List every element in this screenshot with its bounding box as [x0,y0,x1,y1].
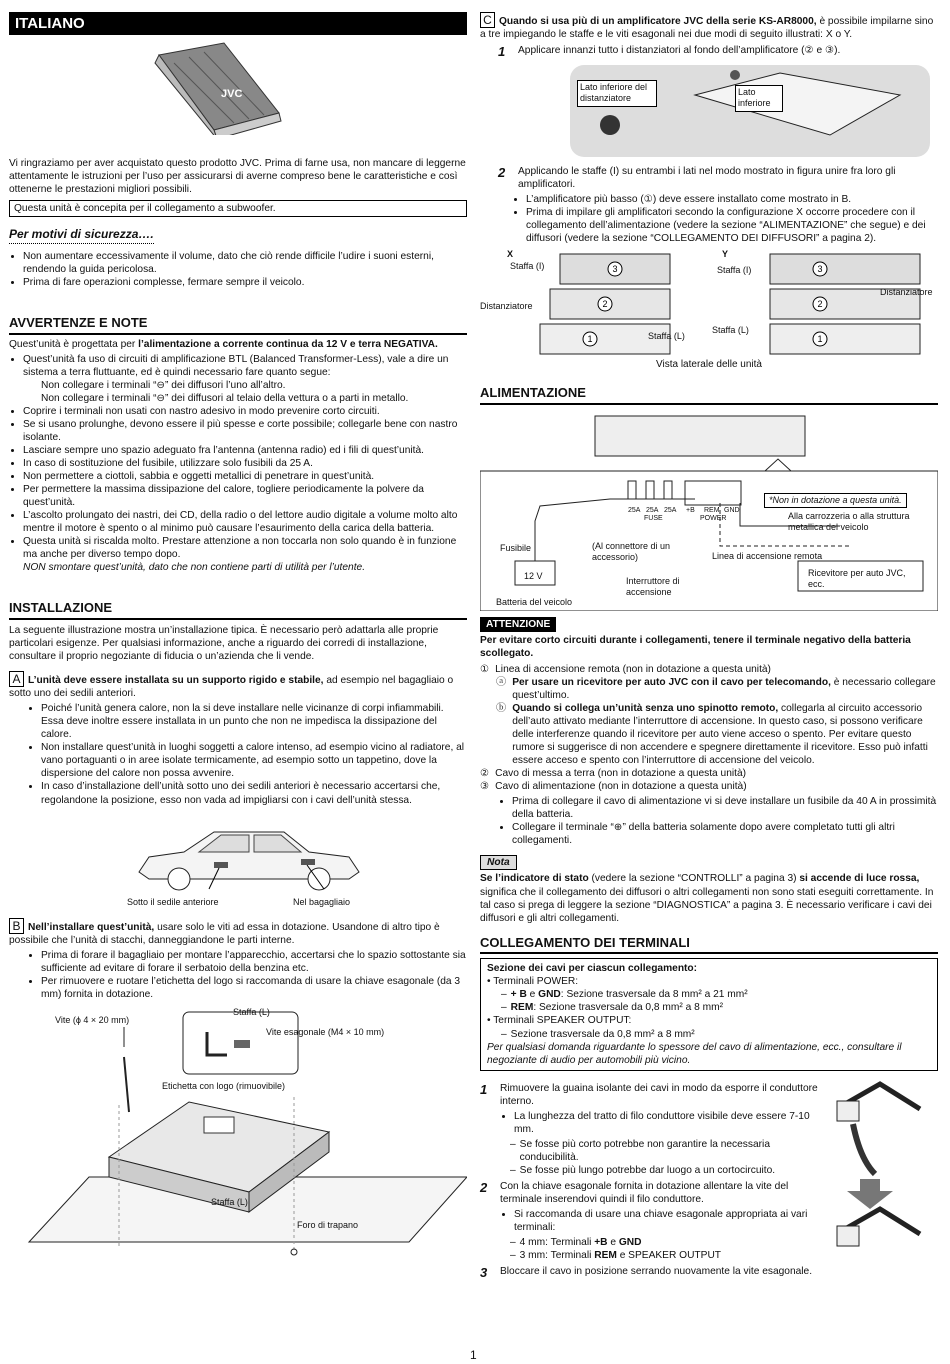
amplifier-drawing [9,35,467,135]
safety-item: • Non aumentare eccessivamente il volume, dato che ciò rende difficile l’udire i suoni esterni, rendendo la guida pericolosa. [23,250,467,276]
tbl-spk-sec: – Sezione trasversale da 0,8 mm² a 8 mm² [501,1028,695,1040]
page-number: 1 [470,1348,477,1362]
tbl-b-gnd-section: : Sezione trasversale da 8 mm² a 21 mm² [560,989,748,1001]
b-item: • Per rimuovere e ruotare l’etichetta del logo si raccomanda di usare la chiave esagonale (da 3 mm) fornita in dotazione. [41,975,467,1001]
cable-2-text: Cavo di messa a terra (non in dotazione a questa unità) [495,768,747,780]
section-b [9,918,467,1001]
label-fuse-3: 25A [664,506,677,514]
t-step-1-text: Rimuovere la guaina isolante dei cavi in modo da esporre il conduttore interno. [500,1082,818,1107]
section-c [480,12,938,41]
nota-rest-1: (vedere la sezione “CONTROLLI” a pagina 3) [588,873,800,885]
cable-1a: ⓐ Per usare un ricevitore per auto JVC con il cavo per telecomando, è necessario collegare quest’ultimo. [480,676,938,702]
c-step-1: 1 Applicare innanzi tutto i distanziatori al fondo dell’amplificatore (② e ③). [498,44,841,60]
tbl-spk: • Terminali SPEAKER OUTPUT: [487,1015,632,1027]
label-vista: Vista laterale delle unità [656,359,762,370]
safety-title: Per motivi di sicurezza…. [9,227,154,243]
c-bold: Quando si usa più di un amplificatore JVC della serie KS-AR8000, [499,16,817,27]
svg-text:1: 1 [587,334,593,344]
t-step-2-d1: – 4 mm: Terminali +B e GND [510,1237,642,1249]
warnings-lead [9,338,467,351]
cable-1a-text [512,676,938,702]
install-title: INSTALLAZIONE [9,600,467,620]
safety-item: • Prima di fare operazioni complesse, fermare sempre il veicolo. [23,276,467,289]
c-step-2: 2 Applicando le staffe (I) su entrambi i lati nel modo mostrato in figura unire fra loro gli amplificatori. [480,165,938,191]
intro-text: Vi ringraziamo per aver acquistato questo prodotto JVC. Prima di farne usa, non mancare di leggerne attentamente le istruzioni per l’uso per assicurarsi di averne compreso bene le caratteristiche e così ottenerne le prestazioni migliori possibili. [9,158,466,196]
left-column [9,12,467,1272]
logo-text: JVC [221,88,243,101]
car-illustration [9,817,467,912]
subwoofer-note: Questa unità è concepita per il collegamento a subwoofer. [9,200,467,217]
language-title: ITALIANO [9,12,467,35]
label-vite-esagonale: Vite esagonale (M4 × 10 mm) [266,1026,385,1037]
install-intro: La seguente illustrazione mostra un’installazione tipica. È necessario però adattarla alle proprie particolari esigenze. Per qualsiasi informazione, anche a riguardo dei corredi di installazione, consultare il proprio negoziante di fiducia o un’azienda che li vende. [9,624,439,663]
warning-item: • Se si usano prolunghe, devono essere il più spesse e corte possibile; collegarle bene con nastro isolante. [23,418,467,444]
a-item: • In caso d’installazione dell’unità sotto uno dei sedili anteriori è necessario accertarsi che, regolandone la posizione, esso non vada ad impigliarsi con i cavi dell’unità stessa. [41,780,467,806]
label-fuse: FUSE [644,514,663,522]
a-rest: ad esempio nel bagagliaio o sotto uno dei sedili anteriori. [9,675,454,700]
t-step-2-d2-text: 3 mm: Terminali REM e SPEAKER OUTPUT [519,1250,722,1262]
nota-bold-2: si accende di luce rossa, [799,873,920,885]
cable-1b-bold: Quando si collega un’unità senza uno spinotto remoto, [512,702,779,714]
tbl-b-gnd-text [511,988,748,1001]
label-distanziatore-y: Distanziatore [880,287,933,297]
warning-ital: NON smontare quest’unità, dato che non contiene parti di utilità per l’utente. [23,562,366,574]
label-staffa-bottom: Staffa (L) [211,1196,248,1207]
spacer-drawing [480,65,938,157]
hex-key-drawing [825,1079,935,1259]
t-step-3-text: Bloccare il cavo in posizione serrando nuovamente la vite esagonale. [500,1266,813,1278]
stack-drawing [480,249,938,377]
label-lato-distanziatore: Lato inferiore del distanziatore [577,80,657,107]
terminals-title: COLLEGAMENTO DEI TERMINALI [480,935,938,955]
a-item: • Poiché l’unità genera calore, non la si deve installare nelle vicinanze di corpi infiammabili. Essa deve inoltre essere installata in un punto che non ne impedisca la dissipazione del calore. [41,702,467,741]
car-label-seat: Sotto il sedile anteriore [127,896,219,907]
tbl-spk-sec-text: Sezione trasversale da 0,8 mm² a 8 mm² [510,1028,695,1040]
terminal-steps-text [480,1079,825,1282]
tbl-rem-section: : Sezione trasversale da 0,8 mm² a 8 mm² [533,1002,723,1014]
cable-1b-rest: collegarla al circuito accessorio dell’auto attivato mediante l’interruttore di accensione. In questo caso, si possono verificare delle interferenze quando il ricevitore per auto viene acceso o spento. Per evitare questo rumore si suggerisce di non accendere e spegnere direttamente il ricevitore. Esso può infatti essere acceso e spento con l’interruttore di accensione del veicolo. [512,702,928,767]
t-step-2: 2 Con la chiave esagonale fornita in dotazione allentare la vite del terminale inserendovi quindi il filo conduttore. [480,1180,825,1206]
c-step-1-text: Applicare innanzi tutto i distanziatori al fondo dell’amplificatore (② e ③). [518,45,841,57]
c-step-2-list [480,193,938,245]
cable-3-item: • Collegare il terminale “⊕” della batteria solamente dopo avere completato tutti gli altri collegamenti. [512,821,938,847]
tbl-plus-b: + B [510,989,527,1001]
tbl-rem-label: REM [510,1002,534,1014]
tbl-head: Sezione dei cavi per ciascun collegamento: [487,963,698,975]
power-diagram [480,411,938,611]
tbl-spk-text: Terminali SPEAKER OUTPUT: [493,1015,632,1027]
warnings-title: AVVERTENZE E NOTE [9,315,467,335]
a-item: • Non installare quest’unità in luoghi soggetti a calore intenso, ad esempio vicino al radiatore, al vano portaguanti o in aree isolate termicamente, ad esempio sotto un tappetino, dove la dispersione del calore non possa avvenire. [41,741,467,780]
safety-list [9,250,467,289]
cable-1a-rest: è necessario collegare quest’ultimo. [512,676,936,701]
label-connettore: (Al connettore di un accessorio) [592,540,671,563]
nota-bold-1: Se l’indicatore di stato [480,873,589,885]
cable-1b-text [512,702,938,767]
tbl-power: • Terminali POWER: [487,976,579,988]
nota-label: Nota [480,855,517,870]
section-a [9,671,467,806]
svg-text:2: 2 [817,299,823,309]
t-step-1-item: • La lunghezza del tratto di filo conduttore visibile deve essere 7-10 mm. [514,1110,825,1136]
label-power: POWER [700,514,727,522]
letter-a-box: A [9,671,24,687]
label-distanziatore-x: Distanziatore [480,301,533,311]
t-step-1-d2-text: Se fosse più lungo potrebbe dar luogo a un cortocircuito. [519,1164,776,1176]
label-staffa-i-y: Staffa (I) [717,265,752,275]
label-fusibile: Fusibile [500,542,532,553]
tbl-e: e [526,989,539,1001]
label-staffa-top: Staffa (L) [233,1006,270,1017]
cable-3-item: • Prima di collegare il cavo di alimentazione vi si deve installare un fusibile da 40 A in prossimità della batteria. [512,795,938,821]
t-step-2-list [480,1208,825,1234]
warnings-lead-bold: l’alimentazione a corrente continua da 12 V e terra NEGATIVA. [138,338,438,350]
a-bold: L’unità deve essere installata su un supporto rigido e stabile, [28,675,324,687]
t-step-3: 3 Bloccare il cavo in posizione serrando nuovamente la vite esagonale. [480,1265,813,1281]
warning-btl [23,353,467,405]
letter-b-box: B [9,918,24,934]
attention-text: Per evitare corto circuiti durante i collegamenti, tenere il terminale negativo della batteria scollegato. [480,634,911,659]
cable-section-box [480,958,938,1070]
t-step-1-d1: – Se fosse più corto potrebbe non garantire la necessaria conducibilità. [480,1138,825,1164]
b-bold: Nell’installare quest’unità, [28,921,155,933]
label-lato-inferiore: Lato inferiore [735,85,783,112]
svg-text:2: 2 [602,299,608,309]
cable-1a-bold: Per usare un ricevitore per auto JVC con il cavo per telecomando, [512,676,831,688]
svg-text:1: 1 [817,334,823,344]
t-step-1-list [480,1110,825,1136]
label-batteria: Batteria del veicolo [496,596,573,607]
tbl-rem-text [511,1001,723,1014]
label-foro: Foro di trapano [297,1219,359,1230]
car-label-trunk: Nel bagagliaio [293,896,351,907]
tbl-gnd: GND [538,989,561,1001]
cable-1: ① Linea di accensione remota (non in dotazione a questa unità) [480,663,771,675]
label-interruttore: Interruttore di accensione [626,575,680,598]
warning-btl-text: Quest’unità fa uso di circuiti di amplificazione BTL (Balanced Transformer-Less), vale a dire un sistema a terra fluttuante, ed è quindi necessario fare quanto segue: [23,353,449,378]
b-list [9,949,467,1001]
warnings-list [9,353,467,575]
label-gnd: GND [724,506,740,514]
b-item: • Prima di forare il bagagliaio per montare l’apparecchio, accertarsi che lo spazio sottostante sia sufficiente ad evitare di forare il serbatoio della benzina etc. [41,949,467,975]
label-vite: Vite (ϕ 4 × 20 mm) [55,1014,130,1025]
label-fuse-1: 25A [628,506,641,514]
nota-rest-2: significa che il collegamento dei diffusori o altri collegamenti non sono stati eseguiti correttamente. In tal caso si prega di leggere la sezione “DIAGNOSTICA” a pagina 3. È necessario verificare i cavi dei diffusori e gli altri collegamenti. [480,886,934,924]
label-non-dotazione: *Non in dotazione a questa unità. [764,493,907,509]
cable-3-list [480,795,938,847]
label-staffa-l-y: Staffa (L) [712,325,749,335]
warning-item: • Non permettere a ciottoli, sabbia e oggetti metallici di penetrare in quest’unità. [23,470,467,483]
t-step-2-item: • Si raccomanda di usare una chiave esagonale appropriata ai vari terminali: [514,1208,825,1234]
svg-text:3: 3 [817,264,823,274]
label-x: X [507,249,514,259]
c-step-2-text: Applicando le staffe (I) su entrambi i lati nel modo mostrato in figura unire fra loro gli amplificatori. [518,165,896,190]
c-step-2-item: • Prima di impilare gli amplificatori secondo la configurazione X occorre procedere con il collegamento dell’alimentazione (vedere la sezione “ALIMENTAZIONE” che segue) e dei diffusori (vedere la sezione “COLLEGAMENTO DEI DIFFUSORI” a pagina 2). [526,206,938,245]
label-linea: Linea di accensione remota [712,550,823,561]
warning-item: • L’ascolto prolungato dei nastri, dei CD, della radio o del lettore audio digitale a volume molto alto mentre il motore è spento o al minimo può causare l’esaurimento della carica della batteria. [23,509,467,535]
a-list [9,702,467,806]
label-12v: 12 V [524,570,543,581]
t-step-2-d2: – 3 mm: Terminali REM e SPEAKER OUTPUT [510,1250,722,1262]
label-y: Y [722,249,729,259]
label-etichetta: Etichetta con logo (rimuovibile) [162,1080,286,1091]
t-step-2-d1-text: 4 mm: Terminali +B e GND [519,1237,642,1249]
label-rem: REM [704,506,720,514]
label-fuse-2: 25A [646,506,659,514]
attention-label: ATTENZIONE [480,617,556,632]
warning-item: • Lasciare sempre uno spazio adeguato fra l’antenna (antenna radio) ed i fili di quest’unità. [23,444,467,457]
tbl-b-gnd: – + B e GND: Sezione trasversale da 8 mm² a 21 mm² [501,989,748,1001]
label-ricevitore: Ricevitore per auto JVC, ecc. [808,567,906,590]
t-step-1-d2: – Se fosse più lungo potrebbe dar luogo a un cortocircuito. [510,1164,776,1176]
label-plus-b: +B [686,506,695,514]
warning-item [23,535,467,574]
stack-illustration [480,249,938,377]
hex-key-illustration [825,1079,935,1282]
cable-1b: ⓑ Quando si collega un’unità senza uno spinotto remoto, collegarla al circuito accessorio dell’auto attivato mediante l’interruttore di accensione. In questo caso, si possono verificare delle interferenze quando il ricevitore per auto viene acceso o spento. Per evitare questo rumore si suggerisce di non accendere e spegnere direttamente il ricevitore. Esso può infatti essere acceso e spento con l’interruttore di accensione del veicolo. [480,702,938,767]
tbl-power-text: Terminali POWER: [493,976,579,988]
svg-text:3: 3 [612,264,618,274]
c-step-2-item: • L’amplificatore più basso (①) deve essere installato come mostrato in B. [526,193,938,206]
warning-item: • Coprire i terminali non usati con nastro adesivo in modo prevenire corto circuiti. [23,405,467,418]
cable-3: ③ Cavo di alimentazione (non in dotazione a questa unità) [480,781,747,793]
right-column [480,12,938,1282]
t-step-2-text: Con la chiave esagonale fornita in dotazione allentare la vite del terminale inserendovi quindi il filo conduttore. [500,1180,789,1206]
power-title: ALIMENTAZIONE [480,385,938,405]
label-carrozzeria: Alla carrozzeria o alla struttura metallica del veicolo [788,510,910,533]
tbl-rem: – REM: Sezione trasversale da 0,8 mm² a 8 mm² [501,1002,723,1014]
warning-item: • In caso di sostituzione del fusibile, utilizzare solo fusibili da 25 A. [23,457,467,470]
warning-heat-text: Questa unità si riscalda molto. Prestare attenzione a non toccarla non solo quando è in funzione ma anche per diverso tempo dopo. [23,536,457,561]
warning-item: • Per permettere la massima dissipazione del calore, togliere periodicamente la polvere da quest’unità. [23,483,467,509]
b-rest: usare solo le viti ad essa in dotazione. Usandone di altro tipo è possibile che l’unità di stacchi, danneggiandone le parti interne. [9,921,440,946]
warning-btl-1: Non collegare i terminali “⊖” dei diffusori l’uno all’altro. [41,379,286,391]
label-staffa-i-x: Staffa (I) [510,261,545,271]
tbl-ital: Per qualsiasi domanda riguardante lo spessore del cavo di alimentazione, ecc., consultare il negoziante di audio per automobili più vicino. [487,1041,902,1066]
mounting-illustration [9,1007,467,1272]
warning-btl-2: Non collegare i terminali “⊖” dei diffusori al telaio della vettura o a parti in metallo. [41,392,409,404]
amplifier-illustration [9,35,467,135]
label-staffa-l-x: Staffa (L) [648,331,685,341]
spacer-illustration [480,65,938,157]
letter-c-box: C [480,12,495,28]
cable-3-text: Cavo di alimentazione (non in dotazione a questa unità) [495,781,747,793]
cable-2: ② Cavo di messa a terra (non in dotazione a questa unità) [480,768,747,780]
car-drawing [9,817,467,897]
mounting-drawing [9,1007,467,1272]
terminal-steps [480,1079,938,1282]
t-step-1-d1-text: Se fosse più corto potrebbe non garantire la necessaria conducibilità. [519,1138,770,1163]
warnings-lead-text: Quest’unità è progettata per [9,338,139,350]
cable-1-text: Linea di accensione remota (non in dotazione a questa unità) [495,663,771,675]
t-step-1: 1 Rimuovere la guaina isolante dei cavi in modo da esporre il conduttore interno. [480,1082,825,1108]
c-rest: è possibile impilarne sino a tre impiegando le staffe e le viti esagonali nei due modi di seguito illustrati: X o Y. [480,16,934,41]
nota-text [480,872,938,924]
